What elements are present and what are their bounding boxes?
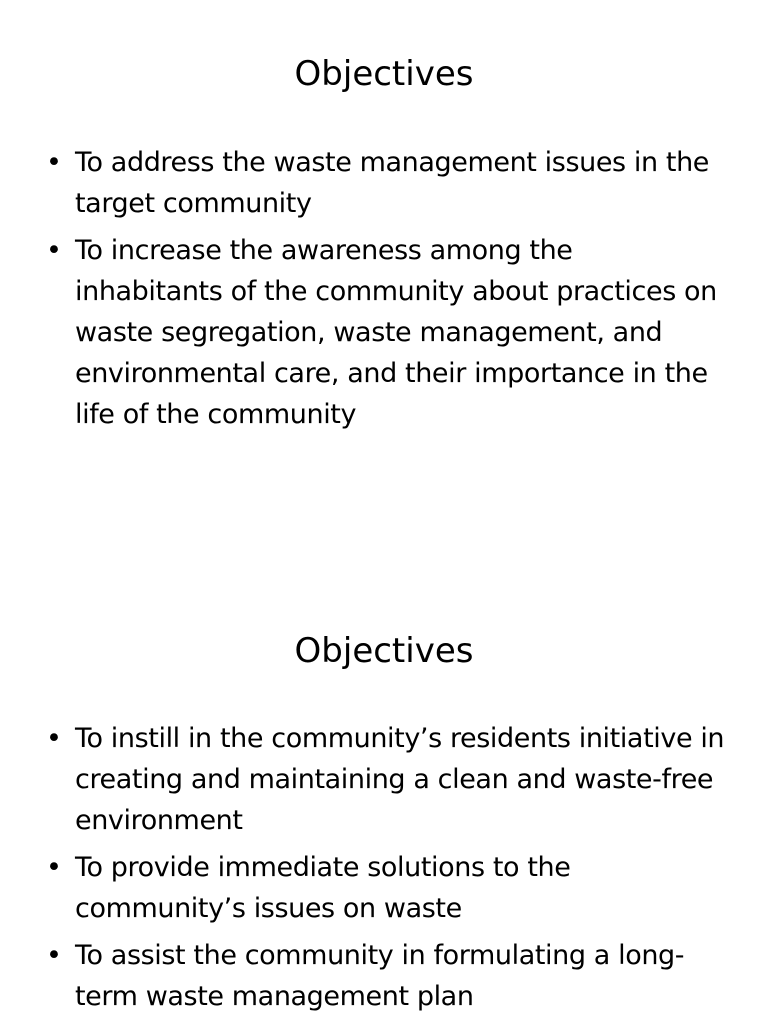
- bullet-list: [0, 718, 768, 1023]
- bullet-item: [0, 847, 768, 929]
- bullet-item: [0, 935, 768, 1017]
- bullet-dot: •: [46, 852, 62, 883]
- bullet-dot: •: [46, 147, 62, 178]
- slide-2: [0, 577, 768, 1024]
- bullet-item: [0, 142, 768, 224]
- bullet-dot: •: [46, 723, 62, 754]
- bullet-item: [0, 718, 768, 841]
- bullet-list: [0, 142, 768, 441]
- bullet-dot: •: [46, 940, 62, 971]
- slide-title: Objectives: [294, 631, 474, 671]
- bullet-text: To provide immediate solutions to the community’s issues on waste: [75, 852, 571, 924]
- bullet-dot: •: [46, 235, 62, 266]
- bullet-text: To assist the community in formulating a long-term waste management plan: [75, 940, 685, 1012]
- slide-title: Objectives: [294, 54, 474, 94]
- bullet-text: To increase the awareness among the inhabitants of the community about practices on waste segregation, waste management, and environmental care, and their importance in the life of the community: [75, 235, 717, 430]
- bullet-text: To instill in the community’s residents initiative in creating and maintaining a clean and waste-free environment: [75, 723, 725, 836]
- bullet-item: [0, 230, 768, 435]
- bullet-text: To address the waste management issues in the target community: [75, 147, 709, 219]
